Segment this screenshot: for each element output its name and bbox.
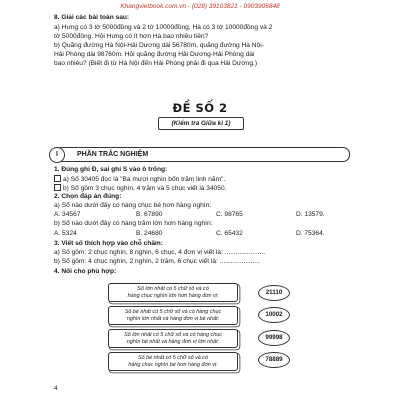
section-number: I <box>49 147 65 163</box>
match-card-1-line2: hàng chục nghìn lớn hơn hàng đơn vị: <box>127 292 219 299</box>
page-number: 4 <box>54 385 58 392</box>
q8-b-line1: b) Quãng đường Hà Nội-Hải Dương dài 56780m, quãng đường Hà Nội- <box>54 42 264 49</box>
match-card-3[interactable] <box>108 329 238 348</box>
q2-b-option-c: C. 65432 <box>216 230 243 237</box>
q2-b-option-d: D. 75364. <box>296 230 325 237</box>
q8-a-line2: tờ 5000đồng. Hỏi Hưng có ít hơn Hà bao nhiêu tiền? <box>54 33 209 40</box>
q4-title: 4. Nối cho phù hợp: <box>54 268 117 275</box>
q2-b-option-a: A. 5324 <box>54 230 77 237</box>
match-value-2[interactable]: 10002 <box>258 307 290 323</box>
q3-title: 3. Viết số thích hợp vào chỗ chấm: <box>54 240 163 247</box>
exam-title: ĐỀ SỐ 2 <box>172 101 228 115</box>
match-value-1[interactable]: 21110 <box>258 285 290 301</box>
match-card-1-line1: Số lớn nhất có 5 chữ số và có <box>137 285 209 292</box>
match-card-4-line1: Số bé nhất có 5 chữ số và có <box>138 354 208 361</box>
exam-subtitle: (Kiểm tra Giữa kì 1) <box>158 117 244 130</box>
q2-a-option-b: B. 67890 <box>136 211 163 218</box>
match-card-2[interactable] <box>108 306 238 325</box>
match-value-4[interactable]: 78889 <box>258 352 290 368</box>
q2-b-option-b: B. 24680 <box>136 230 163 237</box>
q1-b-row <box>54 184 226 193</box>
match-card-4[interactable] <box>108 352 238 371</box>
match-card-1[interactable] <box>108 283 238 302</box>
q8-a-line1: a) Hưng có 3 tờ 5000đồng và 2 tờ 10000đồng, Hà có 3 tờ 10000đồng và 2 <box>54 24 273 31</box>
match-card-3-line2: nghìn bé nhất và hàng đơn vị lớn nhất: <box>126 338 220 345</box>
match-card-3-line1: Số lớn nhất có 5 chữ số và có hàng chục <box>124 331 222 338</box>
q3-b: b) Số gồm: 4 chục nghìn, 2 nghìn, 2 trăm, 6 chục viết là: ...................... <box>54 258 260 265</box>
q8-b-line3: bao nhiêu? (Biết đi từ Hà Nội đến Hải Phòng phải đi qua Hải Dương.) <box>54 60 258 67</box>
q8-b-line2: Hải Phòng dài 98760m. Hỏi quãng đường Hải Dương-Hải Phòng dài <box>54 51 255 58</box>
q2-a-option-a: A. 34567 <box>54 211 81 218</box>
q3-a: a) Số gồm: 2 chục nghìn, 8 nghìn, 6 chục, 4 đơn vị viết là: ...................... <box>54 249 266 256</box>
q8-title: 8. Giải các bài toán sau: <box>54 14 130 21</box>
q2-title: 2. Chọn đáp án đúng: <box>54 193 122 200</box>
match-card-2-line2: nghìn lớn nhất và hàng đơn vị bé nhất: <box>126 315 220 322</box>
publisher-header: Khangvietbook.com.vn - (028) 39103821 - 0903906848 <box>120 3 280 10</box>
match-card-2-line1: Số bé nhất có 5 chữ số và có hàng chục <box>124 308 222 315</box>
section-header <box>54 147 350 162</box>
q1-b-checkbox[interactable] <box>54 184 61 191</box>
q2-a-option-c: C. 98765 <box>216 211 243 218</box>
match-value-3[interactable]: 99998 <box>258 330 290 346</box>
match-card-4-line2: hàng chục nghìn bé hơn hàng đơn vị: <box>128 361 218 368</box>
q1-a-row <box>54 175 225 184</box>
section-title: PHẦN TRẮC NGHIỆM <box>77 151 149 158</box>
q1-b-text: b) Số gồm 3 chục nghìn, 4 trăm và 5 chục viết là 34050. <box>63 185 227 192</box>
q1-a-text: a) Số 30405 đọc là "Ba mươi nghìn bốn trăm linh năm". <box>63 176 226 183</box>
q1-title: 1. Đúng ghi Đ, sai ghi S vào ô trống: <box>54 166 168 173</box>
q2-a-option-d: D. 13579. <box>296 211 325 218</box>
q2-a-question: a) Số nào dưới đây có hàng chục bé hơn hàng nghìn: <box>54 202 212 209</box>
q2-b-question: b) Số nào dưới đây có hàng trăm lớn hơn hàng nghìn: <box>54 220 213 227</box>
q1-a-checkbox[interactable] <box>54 175 61 182</box>
